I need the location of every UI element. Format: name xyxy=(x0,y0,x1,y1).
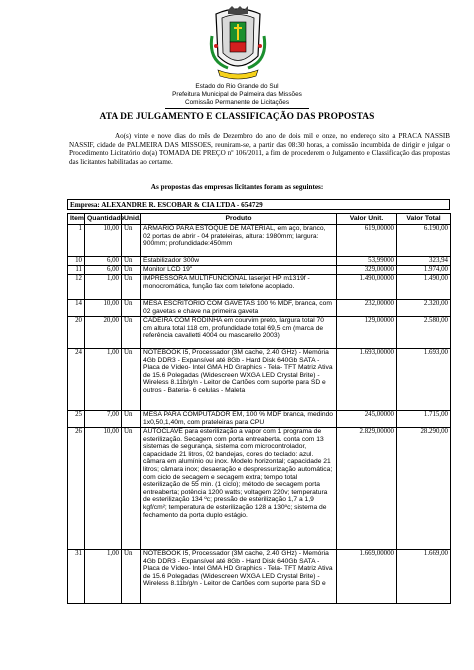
cell-product: MESA PARA COMPUTADOR EM, 100 % MDF branca, medindo 1x0,50,1,40m, com prateleiras para CPU xyxy=(141,411,337,428)
cell-unit: Un xyxy=(122,349,141,411)
table-row xyxy=(68,550,451,604)
cell-qty: 10,00 xyxy=(85,225,122,257)
cell-unit-price: 245,00000 xyxy=(337,411,397,428)
company-heading: Empresa: ALEXANDRE R. ESCOBAR & CIA LTDA - 654729 xyxy=(67,199,450,210)
cell-unit-price: 619,00000 xyxy=(337,225,397,257)
cell-unit: Un xyxy=(122,300,141,317)
cell-total: 28.290,00 xyxy=(397,428,451,550)
cell-total: 323,94 xyxy=(397,257,451,266)
cell-total: 6.190,00 xyxy=(397,225,451,257)
cell-unit-price: 53,99000 xyxy=(337,257,397,266)
header-divider xyxy=(165,108,309,109)
cell-product: MESA ESCRITÓRIO COM GAVETAS 100 % MDF, branca, com 02 gavetas e chave na primeira gaveta xyxy=(141,300,337,317)
cell-qty: 6,00 xyxy=(85,266,122,275)
state-name: Estado do Rio Grande do Sul xyxy=(195,83,279,90)
cell-item: 31 xyxy=(68,550,85,604)
intro-text: Ao(s) vinte e nove dias do mês de Dezembro do ano de dois mil e onze, no endereço sito a PRACA NASSIB NASSIF, cidade de PALMEIRA DAS MISSOES, reuniram-se, a partir das 08:30 horas, a comissão incumbida de dirigir e julgar o Procedimento Licitatório do(a) TOMADA DE PREÇO nº 106/2011, a fim de procederem o Julgamento e Classificação das propostas das licitantes habilitadas ao certame. xyxy=(69,132,450,166)
cell-product: NOTEBOOK I5, Processador (3M cache, 2.40 GHz) - Memória 4Gb DDR3 - Expansível até 8Gb - Hard Disk 640Gb SATA - Placa de Vídeo- Intel GMA HD Graphics - Tela- TFT Matriz Ativa de 15.6 Polegadas (Widescreen WXGA LED Crystal Brite) - Wireless 8.11b/g/n - Leitor de Cartões com suporte para SD e outros - Bateria- 6 celulas - Maleta xyxy=(141,349,337,411)
cell-unit-price: 1.490,00000 xyxy=(337,275,397,300)
cell-qty: 6,00 xyxy=(85,257,122,266)
col-quantity: Quantidade xyxy=(85,214,122,225)
table-row xyxy=(68,257,451,266)
cell-total: 1.490,00 xyxy=(397,275,451,300)
cell-item: 11 xyxy=(68,266,85,275)
col-item: Item xyxy=(68,214,85,225)
table-row xyxy=(68,225,451,257)
col-total: Valor Total xyxy=(397,214,451,225)
prefecture-name: Prefeitura Municipal de Palmeira das Missões xyxy=(172,91,302,98)
cell-product: IMPRESSORA MULTIFUNCIONAL laserjet HP m1319f - monocromática, função fax com telefone acoplado. xyxy=(141,275,337,300)
cell-item: 20 xyxy=(68,317,85,349)
cell-item: 24 xyxy=(68,349,85,411)
cell-qty: 20,00 xyxy=(85,317,122,349)
cell-product: CADEIRA COM RODINHA em courvim preto, largura total 70 cm altura total 118 cm, profundidade total 69,5 cm (marca de referência cavalletti 4004 ou mascarello 2003) xyxy=(141,317,337,349)
cell-qty: 1,00 xyxy=(85,349,122,411)
cell-product: ARMARIO PARA ESTOQUE DE MATERIAL, em aço, branco, 02 portas de abrir - 04 prateleiras, altura: 1980mm; largura: 900mm; profundidade:450mm xyxy=(141,225,337,257)
cell-unit-price: 232,00000 xyxy=(337,300,397,317)
cell-product: NOTEBOOK I5, Processador (3M cache, 2.40 GHz) - Memória 4Gb DDR3 - Expansível até 8Gb - Hard Disk 640Gb SATA - Placa de Vídeo- Intel GMA HD Graphics - Tela- TFT Matriz Ativa de 15.6 Polegadas (Widescreen WXGA LED Crystal Brite) - Wireless 8.11b/g/n - Leitor de Cartões com suporte para SD e xyxy=(141,550,337,604)
document-title: ATA DE JULGAMENTO E CLASSIFICAÇÃO DAS PROPOSTAS xyxy=(99,112,375,122)
cell-total: 2.320,00 xyxy=(397,300,451,317)
col-product: Produto xyxy=(141,214,337,225)
cell-item: 26 xyxy=(68,428,85,550)
cell-unit: Un xyxy=(122,225,141,257)
cell-item: 10 xyxy=(68,257,85,266)
cell-total: 2.580,00 xyxy=(397,317,451,349)
table-header-row xyxy=(68,214,451,225)
cell-product: Monitor LCD 19" xyxy=(141,266,337,275)
table-row xyxy=(68,300,451,317)
table-row xyxy=(68,411,451,428)
cell-item: 25 xyxy=(68,411,85,428)
table-row xyxy=(68,266,451,275)
municipal-coat-of-arms-icon xyxy=(208,6,268,80)
col-unit: Unid. xyxy=(122,214,141,225)
cell-unit: Un xyxy=(122,317,141,349)
cell-unit: Un xyxy=(122,550,141,604)
proposals-subtitle: As propostas das empresas licitantes foram as seguintes: xyxy=(150,183,324,191)
cell-qty: 10,00 xyxy=(85,300,122,317)
cell-item: 12 xyxy=(68,275,85,300)
cell-total: 1.715,00 xyxy=(397,411,451,428)
cell-qty: 10,00 xyxy=(85,428,122,550)
cell-unit: Un xyxy=(122,266,141,275)
cell-product: Estabilizador 300w xyxy=(141,257,337,266)
intro-paragraph xyxy=(69,132,450,166)
cell-unit-price: 129,00000 xyxy=(337,317,397,349)
table-row xyxy=(68,317,451,349)
commission-name: Comissão Permanente de Licitações xyxy=(184,99,290,106)
cell-unit: Un xyxy=(122,275,141,300)
cell-unit-price: 329,00000 xyxy=(337,266,397,275)
cell-unit-price: 1.693,00000 xyxy=(337,349,397,411)
cell-unit-price: 1.669,00000 xyxy=(337,550,397,604)
cell-qty: 7,00 xyxy=(85,411,122,428)
cell-qty: 1,00 xyxy=(85,275,122,300)
cell-unit-price: 2.829,00000 xyxy=(337,428,397,550)
cell-product: AUTOCLAVE para esterilização a vapor com 1 programa de esterilização. Secagem com porta entreaberta. conta com 13 sistemas de segurança, sistema com microcontrolador, capacidade 21 litros, 02 bandejas, cores do teclado: azul. câmara em alumínio ou inox. Modelo horizontal; capacidade 21 litros; câmara inox; desaeração e despressurização automática; com ciclo de secagem e secagem extra; tempo total esterilização de 55 min. (1 ciclo); método de secagem porta entreaberta; potência 1200 watts; voltagem 220v; temperatura de esterilização 134 ºc; pressão de esterilização 1,7 a 1,9 kgf/cm²; temperatura de esterilização 128 a 130ºc; sistema de fechamento da porta duplo estágio. xyxy=(141,428,337,550)
cell-unit: Un xyxy=(122,411,141,428)
cell-total: 1.974,00 xyxy=(397,266,451,275)
cell-unit: Un xyxy=(122,428,141,550)
cell-item: 1 xyxy=(68,225,85,257)
table-row xyxy=(68,428,451,550)
table-row xyxy=(68,349,451,411)
table-row xyxy=(68,275,451,300)
cell-qty: 1,00 xyxy=(85,550,122,604)
cell-unit: Un xyxy=(122,257,141,266)
cell-total: 1.693,00 xyxy=(397,349,451,411)
cell-total: 1.669,00 xyxy=(397,550,451,604)
cell-item: 14 xyxy=(68,300,85,317)
proposal-table xyxy=(67,213,451,604)
col-unit-price: Valor Unit. xyxy=(337,214,397,225)
